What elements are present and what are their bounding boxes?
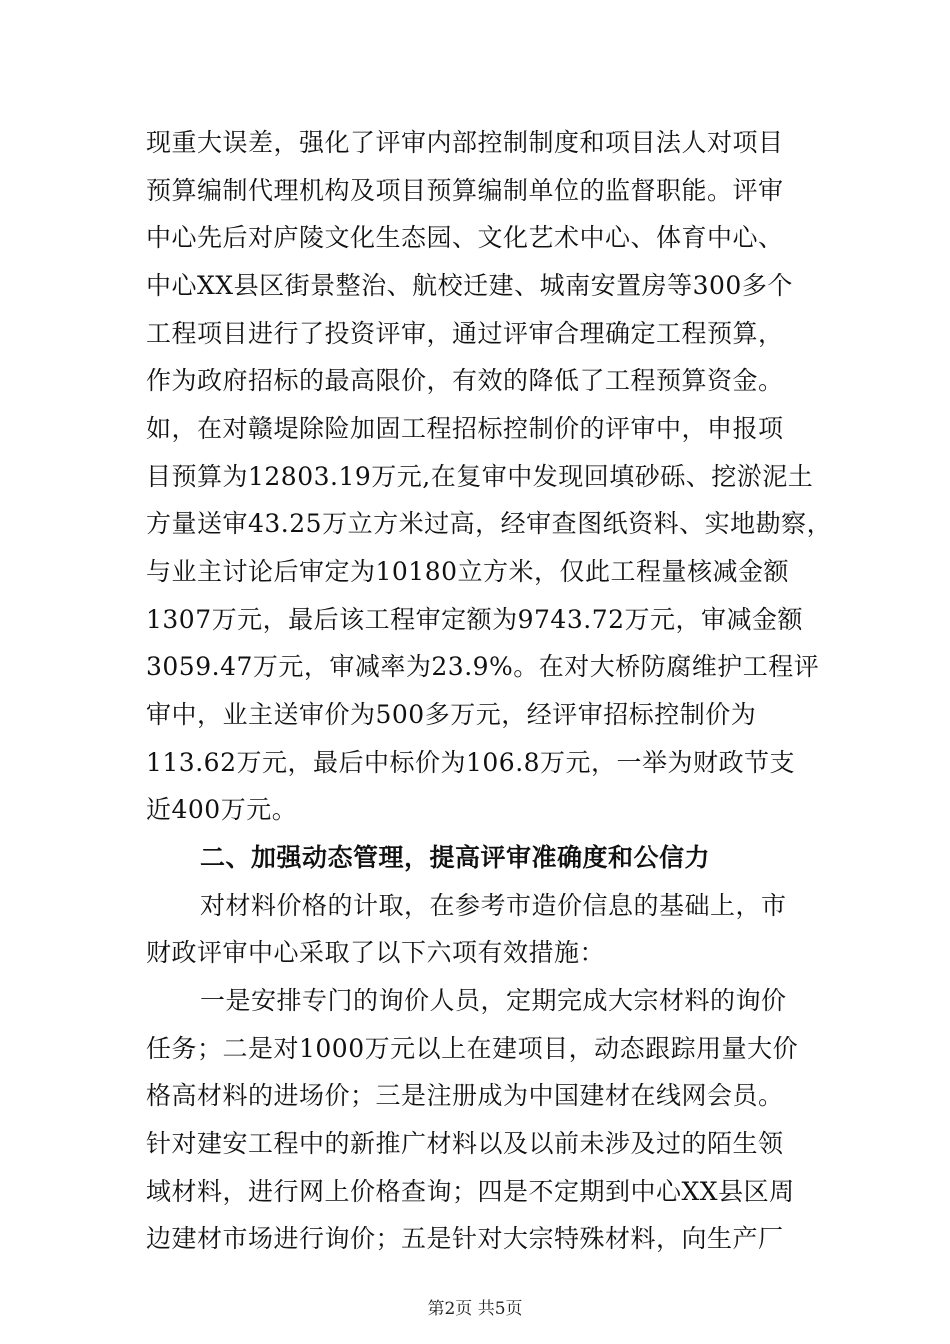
body-text-line: 中心XX县区街景整治、航校迁建、城南安置房等300多个 xyxy=(146,271,793,300)
body-text-line: 工程项目进行了投资评审，通过评审合理确定工程预算， xyxy=(146,319,784,348)
body-text-line: 作为政府招标的最高限价，有效的降低了工程预算资金。 xyxy=(146,366,784,395)
section-heading: 二、加强动态管理，提高评审准确度和公信力 xyxy=(200,843,711,872)
body-text-line: 近400万元。 xyxy=(146,795,298,824)
body-text-line: 与业主讨论后审定为10180立方米，仅此工程量核减金额 xyxy=(146,557,790,586)
body-text-line: 现重大误差，强化了评审内部控制制度和项目法人对项目 xyxy=(146,128,784,157)
body-text-line: 3059.47万元，审减率为23.9%。在对大桥防腐维护工程评 xyxy=(146,652,820,681)
body-text-line: 任务；二是对1000万元以上在建项目，动态跟踪用量大价 xyxy=(146,1034,799,1063)
body-text-line: 对材料价格的计取，在参考市造价信息的基础上，市 xyxy=(200,891,787,920)
body-text-line: 如，在对赣堤除险加固工程招标控制价的评审中，申报项 xyxy=(146,414,784,443)
body-text-line: 目预算为12803.19万元,在复审中发现回填砂砾、挖淤泥土 xyxy=(146,462,814,491)
body-text-line: 针对建安工程中的新推广材料以及以前未涉及过的陌生领 xyxy=(146,1129,784,1158)
body-text-line: 域材料，进行网上价格查询；四是不定期到中心XX县区周 xyxy=(146,1177,795,1206)
body-text-line: 预算编制代理机构及项目预算编制单位的监督职能。评审 xyxy=(146,176,784,205)
body-text-line: 中心先后对庐陵文化生态园、文化艺术中心、体育中心、 xyxy=(146,223,784,252)
body-text-line: 审中，业主送审价为500多万元，经评审招标控制价为 xyxy=(146,700,757,729)
body-text-line: 方量送审43.25万立方米过高，经审查图纸资料、实地勘察， xyxy=(146,509,833,538)
body-text-line: 格高材料的进场价；三是注册成为中国建材在线网会员。 xyxy=(146,1081,784,1110)
body-text-line: 边建材市场进行询价；五是针对大宗特殊材料，向生产厂 xyxy=(146,1224,784,1253)
body-text-line: 一是安排专门的询价人员，定期完成大宗材料的询价 xyxy=(200,986,787,1015)
body-text-line: 财政评审中心采取了以下六项有效措施： xyxy=(146,938,606,967)
body-text-line: 1307万元，最后该工程审定额为9743.72万元，审减金额 xyxy=(146,605,804,634)
body-text-line: 113.62万元，最后中标价为106.8万元，一举为财政节支 xyxy=(146,748,796,777)
page-number-footer: 第2页 共5页 xyxy=(427,1299,523,1319)
